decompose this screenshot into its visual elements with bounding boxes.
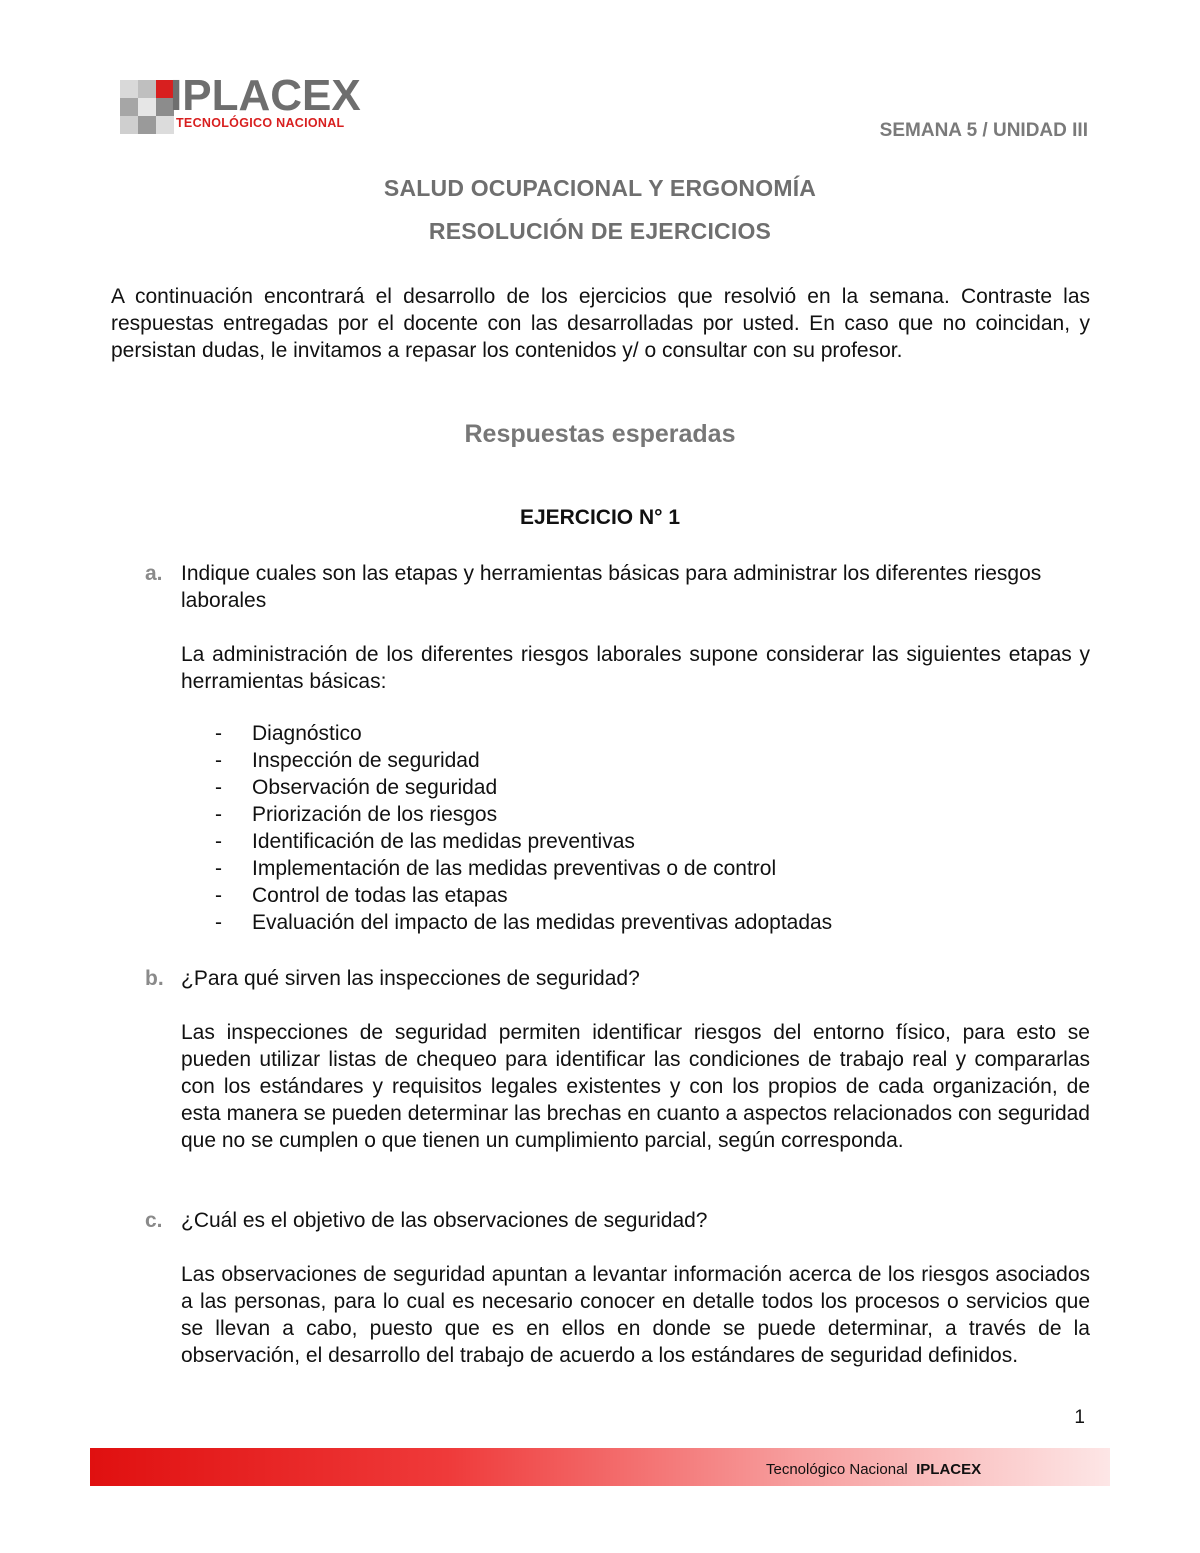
footer-brand: IPLACEX	[916, 1461, 982, 1478]
question-letter: b.	[145, 967, 164, 990]
list-item: - Inspección de seguridad	[215, 749, 480, 772]
list-item: - Implementación de las medidas preventivas o de control	[215, 857, 777, 880]
question-text: ¿Cuál es el objetivo de las observaciones de seguridad?	[181, 1209, 708, 1232]
logo-subtitle: TECNOLÓGICO NACIONAL	[176, 116, 345, 130]
page-number: 1	[1074, 1407, 1085, 1428]
question-letter: a.	[145, 562, 163, 585]
week-unit-label: SEMANA 5 / UNIDAD III	[879, 120, 1088, 141]
list-item: - Observación de seguridad	[215, 776, 498, 799]
list-item: - Diagnóstico	[215, 722, 362, 745]
footer-text: Tecnológico Nacional	[766, 1461, 908, 1478]
iplacex-logo	[120, 71, 361, 136]
list-item: - Identificación de las medidas preventivas	[215, 830, 635, 853]
exercise-heading: EJERCICIO N° 1	[519, 506, 681, 529]
list-item: - Evaluación del impacto de las medidas preventivas adoptadas	[215, 911, 833, 934]
answer-b: Las inspecciones de seguridad permiten identificar riesgos del entorno físico, para esto se pueden utilizar listas de chequeo para identificar las condiciones de trabajo real y compararlas con los estándares y requisitos legales existentes y con los propios de cada organización, de esta manera se pueden determinar las brechas en cuanto a aspectos relacionados con seguridad que no se cumplen o que tienen un cumplimiento parcial, según corresponda.	[181, 1021, 1090, 1152]
document-subtitle: RESOLUCIÓN DE EJERCICIOS	[428, 218, 772, 244]
footer-label	[766, 1461, 981, 1478]
logo-wordmark: IPLACEX	[170, 71, 361, 120]
list-item: - Control de todas las etapas	[215, 884, 508, 907]
stages-list	[215, 720, 832, 936]
question-c	[145, 1207, 1090, 1234]
question-a	[145, 560, 1090, 614]
intro-paragraph: A continuación encontrará el desarrollo de los ejercicios que resolvió en la semana. Contraste las respuestas entregadas por el docente con las desarrolladas por usted. En caso que no coincidan, y persistan dudas, le invitamos a repasar los contenidos y/ o consultar con su profesor.	[111, 285, 1090, 362]
answer-a: La administración de los diferentes riesgos laborales supone considerar las siguientes etapas y herramientas básicas:	[181, 643, 1090, 693]
question-text: Indique cuales son las etapas y herramientas básicas para administrar los diferentes riesgos laborales	[181, 562, 1042, 612]
question-text: ¿Para qué sirven las inspecciones de seguridad?	[181, 967, 640, 990]
answer-c: Las observaciones de seguridad apuntan a levantar información acerca de los riesgos asociados a las personas, para lo cual es necesario conocer en detalle todos los procesos o servicios que se llevan a cabo, puesto que es en ellos en donde se puede determinar, a través de la observación, el desarrollo del trabajo de acuerdo a los estándares de seguridad definidos.	[181, 1263, 1090, 1367]
section-heading: Respuestas esperadas	[464, 420, 736, 448]
list-item: - Priorización de los riesgos	[215, 803, 498, 826]
question-b	[145, 965, 1090, 992]
document-title: SALUD OCUPACIONAL Y ERGONOMÍA	[383, 175, 817, 201]
question-letter: c.	[145, 1209, 163, 1232]
logo-mosaic-icon	[120, 80, 174, 134]
